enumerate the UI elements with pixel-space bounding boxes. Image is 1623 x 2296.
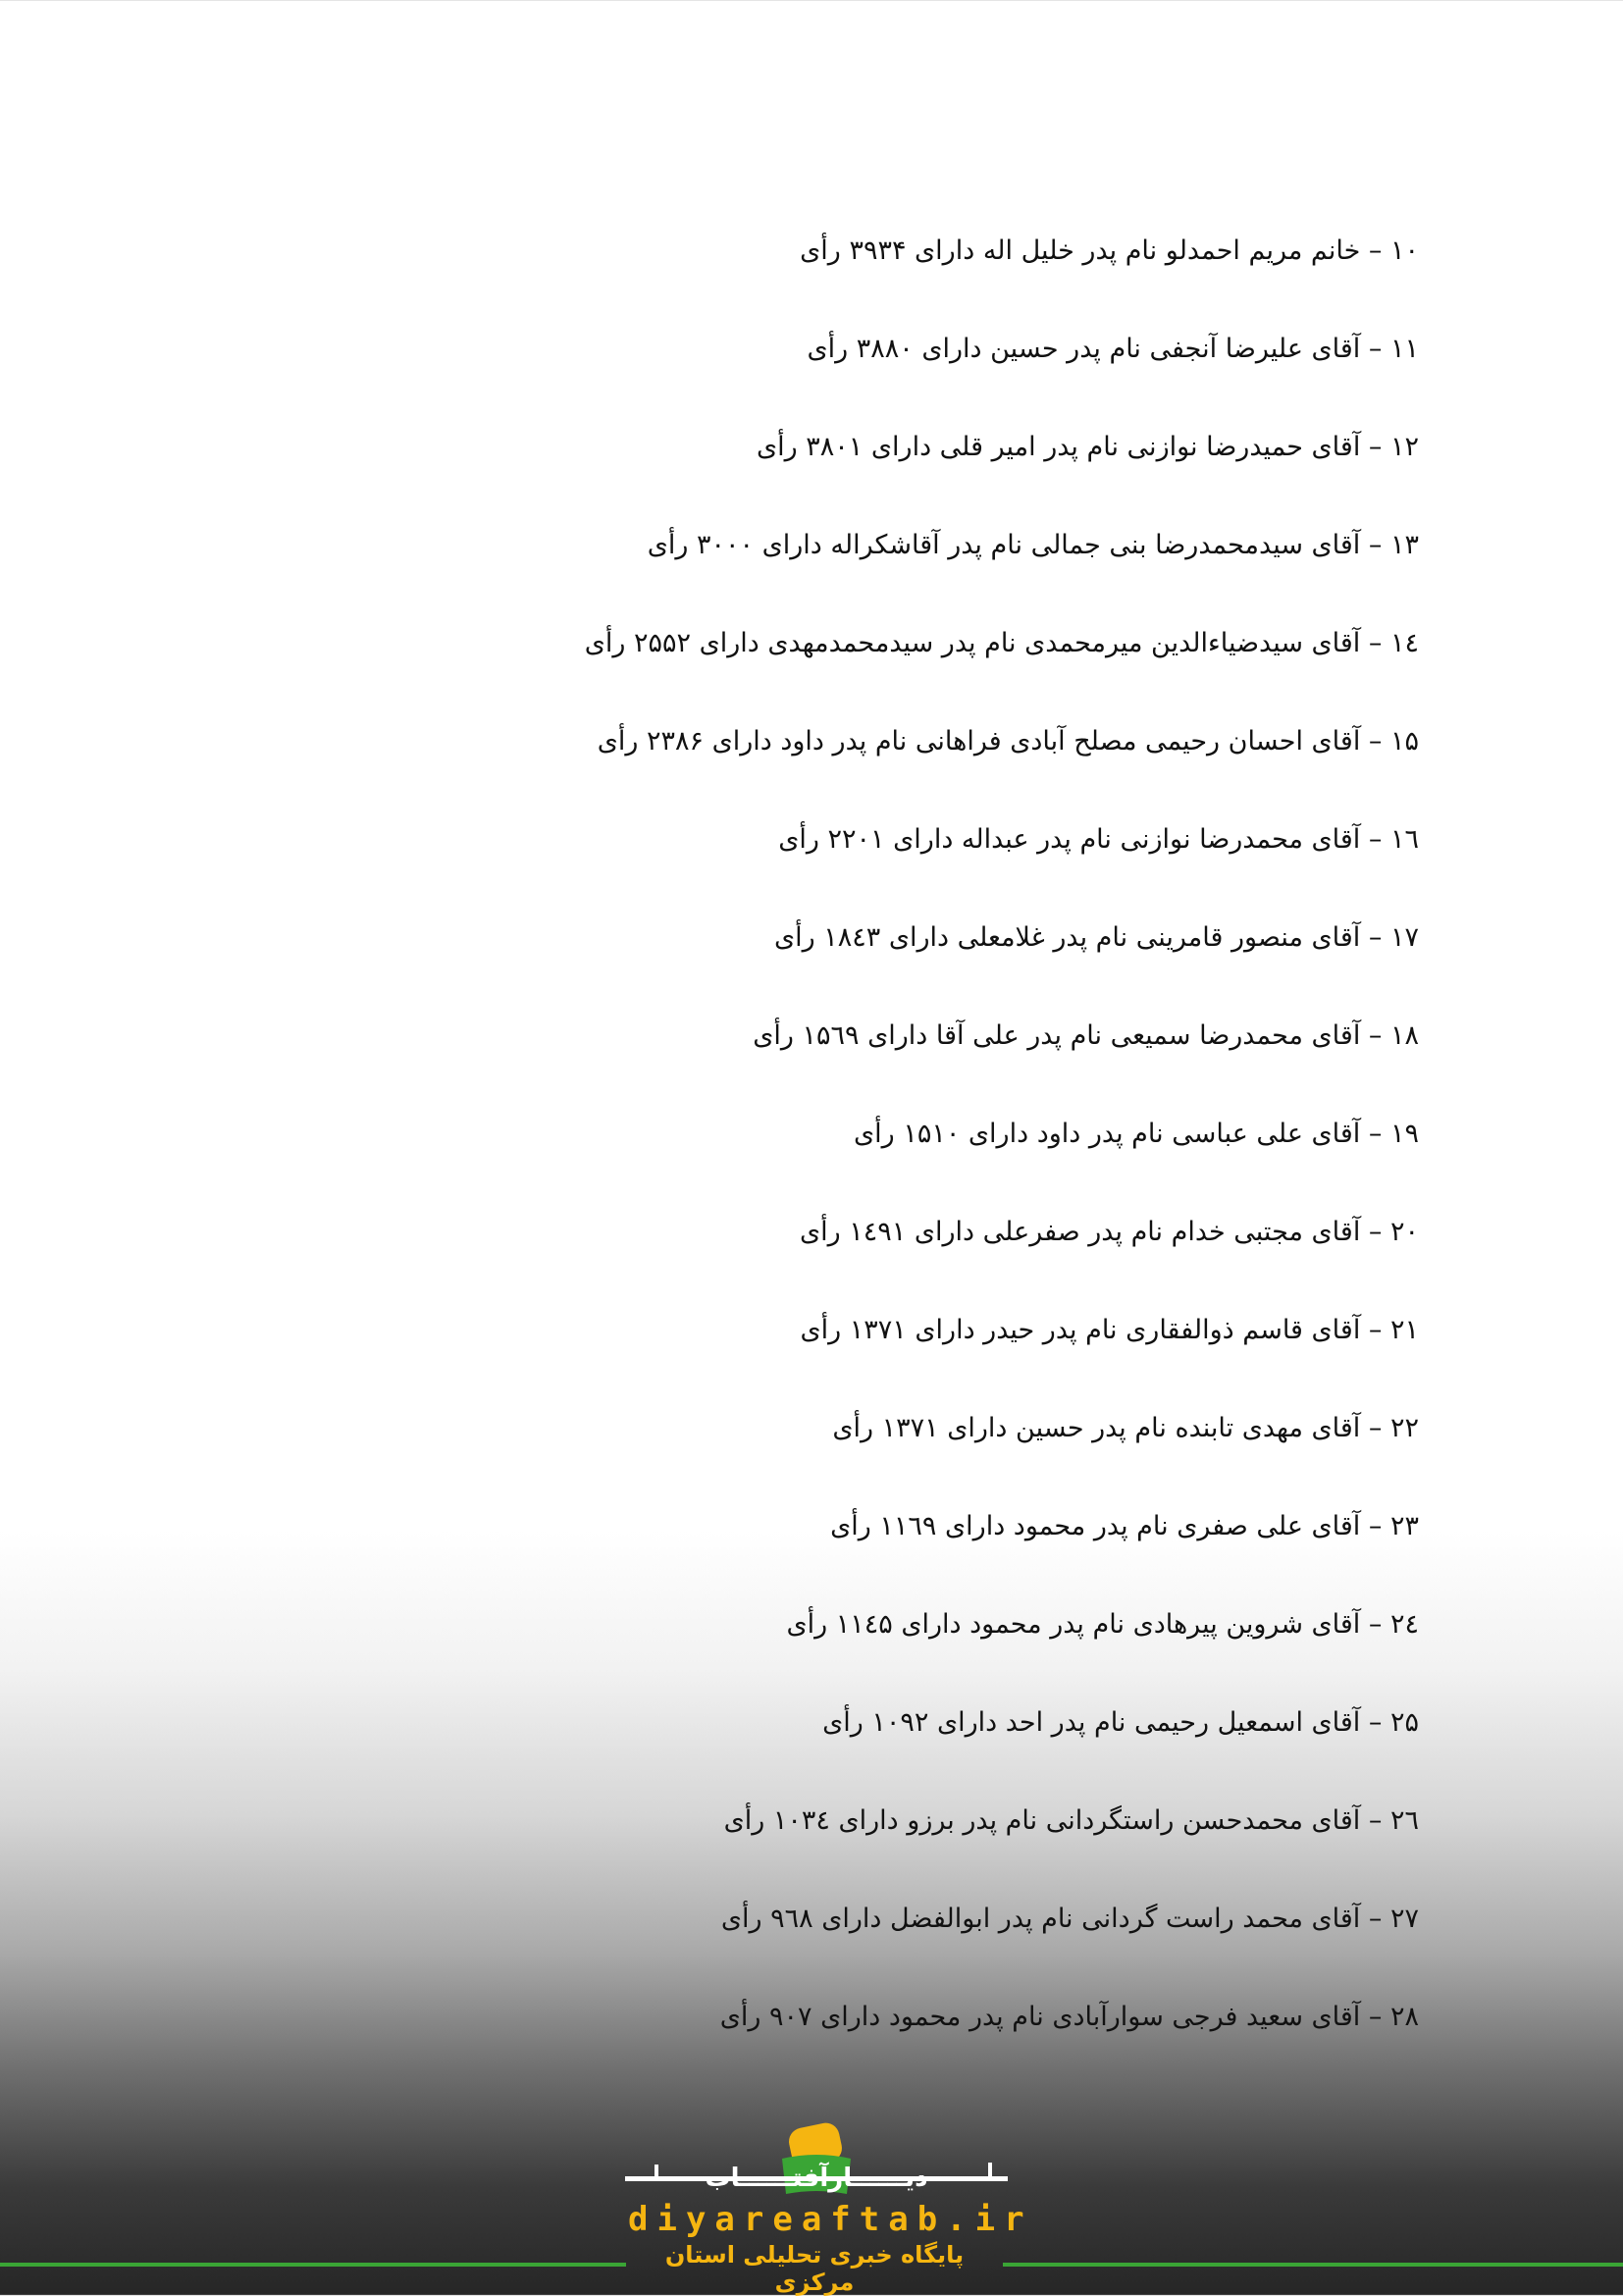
results-list [143,224,1419,2088]
list-item: ۱۷ – آقای منصور قامرینی نام پدر غلامعلی دارای ۱۸٤۳ رأی [773,922,1419,953]
list-item: ۱۱ – آقای علیرضا آنجفی نام پدر حسین دارای ۳۸۸۰ رأی [807,334,1419,364]
list-item: ۲۷ – آقای محمد راست گردانی نام پدر ابوالفضل دارای ۹٦۸ رأی [720,1904,1419,1934]
list-item: ۲٤ – آقای شروین پیرهادی نام پدر محمود دارای ۱۱٤۵ رأی [786,1609,1419,1640]
list-item: ۱٤ – آقای سیدضیاءالدین میرمحمدی نام پدر سیدمحمدمهدی دارای ۲۵۵۲ رأی [584,628,1419,658]
list-item: ۲۳ – آقای علی صفری نام پدر محمود دارای ۱۱٦۹ رأی [830,1511,1419,1541]
sun-icon [615,2117,1018,2196]
footer-divider-left [0,2263,626,2267]
list-item: ۱۳ – آقای سیدمحمدرضا بنی جمالی نام پدر آقاشکراله دارای ۳۰۰۰ رأی [647,530,1419,560]
footer-divider-right [1003,2263,1623,2267]
list-item: ۱۸ – آقای محمدرضا سمیعی نام پدر علی آقا دارای ۱۵٦۹ رأی [753,1020,1419,1051]
list-item: ۲۸ – آقای سعید فرجی سوارآبادی نام پدر محمود دارای ۹۰۷ رأی [719,2002,1419,2032]
logo-wordmark: دیــــــارآفتــــــاب [705,2164,928,2193]
list-item: ۲٦ – آقای محمدحسن راستگردانی نام پدر برزو دارای ۱۰۳٤ رأی [723,1805,1419,1836]
list-item: ۲۵ – آقای اسمعیل رحیمی نام پدر احد دارای ۱۰۹۲ رأی [822,1707,1419,1738]
list-item: ۱٦ – آقای محمدرضا نوازنی نام پدر عبداله دارای ۲۲۰۱ رأی [778,824,1419,855]
list-item: ۱۵ – آقای احسان رحیمی مصلح آبادی فراهانی نام پدر داود دارای ۲۳۸۶ رأی [597,726,1419,757]
site-tagline: پایگاه خبری تحلیلی استان مرکزی [664,2241,965,2296]
site-domain[interactable]: diyareaftab.ir [628,2200,1033,2239]
list-item: ۱۲ – آقای حمیدرضا نوازنی نام پدر امیر قلی دارای ۳۸۰۱ رأی [757,432,1419,462]
list-item: ۱۰ – خانم مریم احمدلو نام پدر خلیل اله دارای ۳۹۳۴ رأی [800,235,1419,266]
list-item: ۲۰ – آقای مجتبی خدام نام پدر صفرعلی دارای ۱٤۹۱ رأی [800,1217,1419,1247]
list-item: ۲۲ – آقای مهدی تابنده نام پدر حسین دارای ۱۳۷۱ رأی [832,1413,1419,1443]
list-item: ۱۹ – آقای علی عباسی نام پدر داود دارای ۱۵۱۰ رأی [854,1119,1419,1149]
list-item: ۲۱ – آقای قاسم ذوالفقاری نام پدر حیدر دارای ۱۳۷۱ رأی [800,1315,1419,1345]
